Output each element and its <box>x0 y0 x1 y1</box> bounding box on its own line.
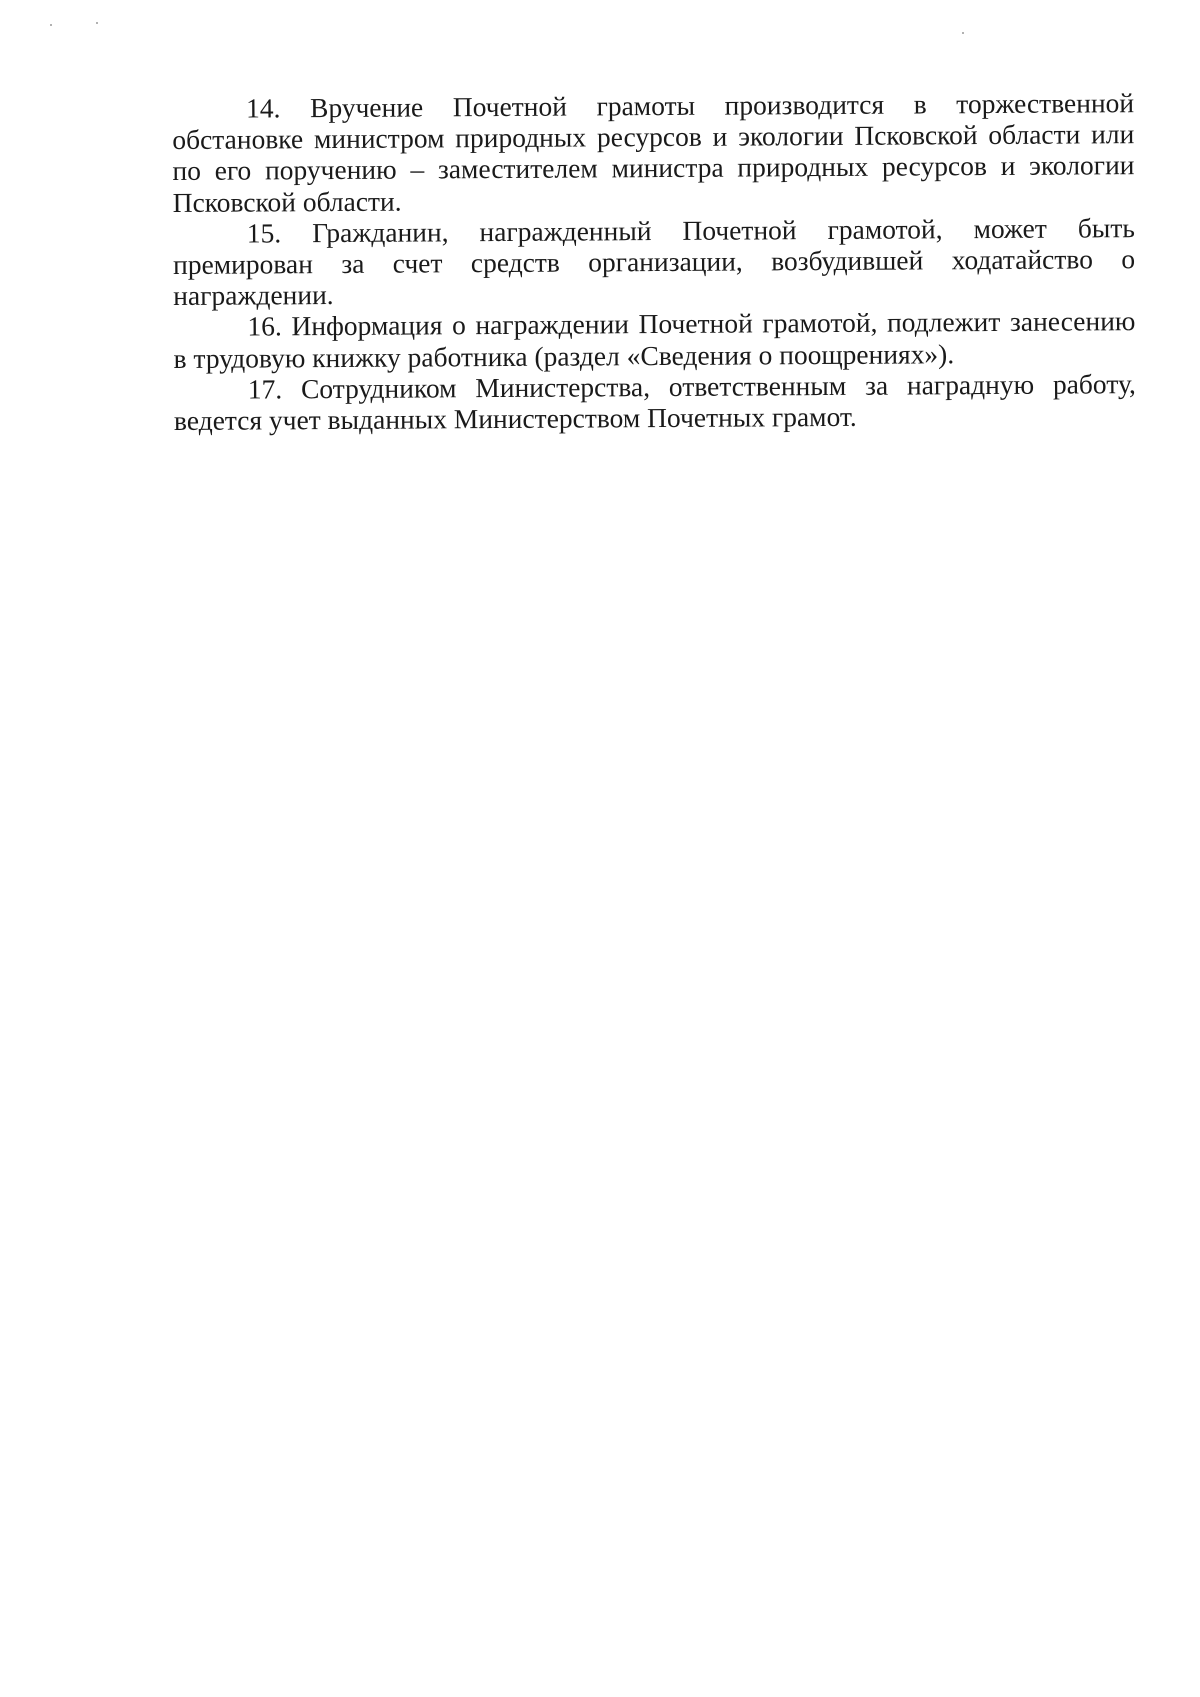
paragraph-16: 16. Информация о награждении Почетной грамотой, подлежит занесению в трудовую книжку работника (раздел «Сведения о поощрениях»). <box>173 305 1136 374</box>
scan-speck <box>96 22 98 24</box>
paragraph-15: 15. Гражданин, награжденный Почетной грамотой, может быть премирован за счет средств организации, возбудившей ходатайство о награждении. <box>172 211 1136 312</box>
scan-speck <box>962 32 964 34</box>
scan-speck <box>50 24 52 26</box>
document-body <box>172 87 1136 436</box>
paragraph-17: 17. Сотрудником Министерства, ответственным за наградную работу, ведется учет выданных Министерством Почетных грамот. <box>173 367 1136 437</box>
paragraph-14: 14. Вручение Почетной грамоты производится в торжественной обстановке министром природных ресурсов и экологии Псковской области или по его поручению – заместителем министра природных ресурсов и экологии Псковской области. <box>172 87 1135 218</box>
